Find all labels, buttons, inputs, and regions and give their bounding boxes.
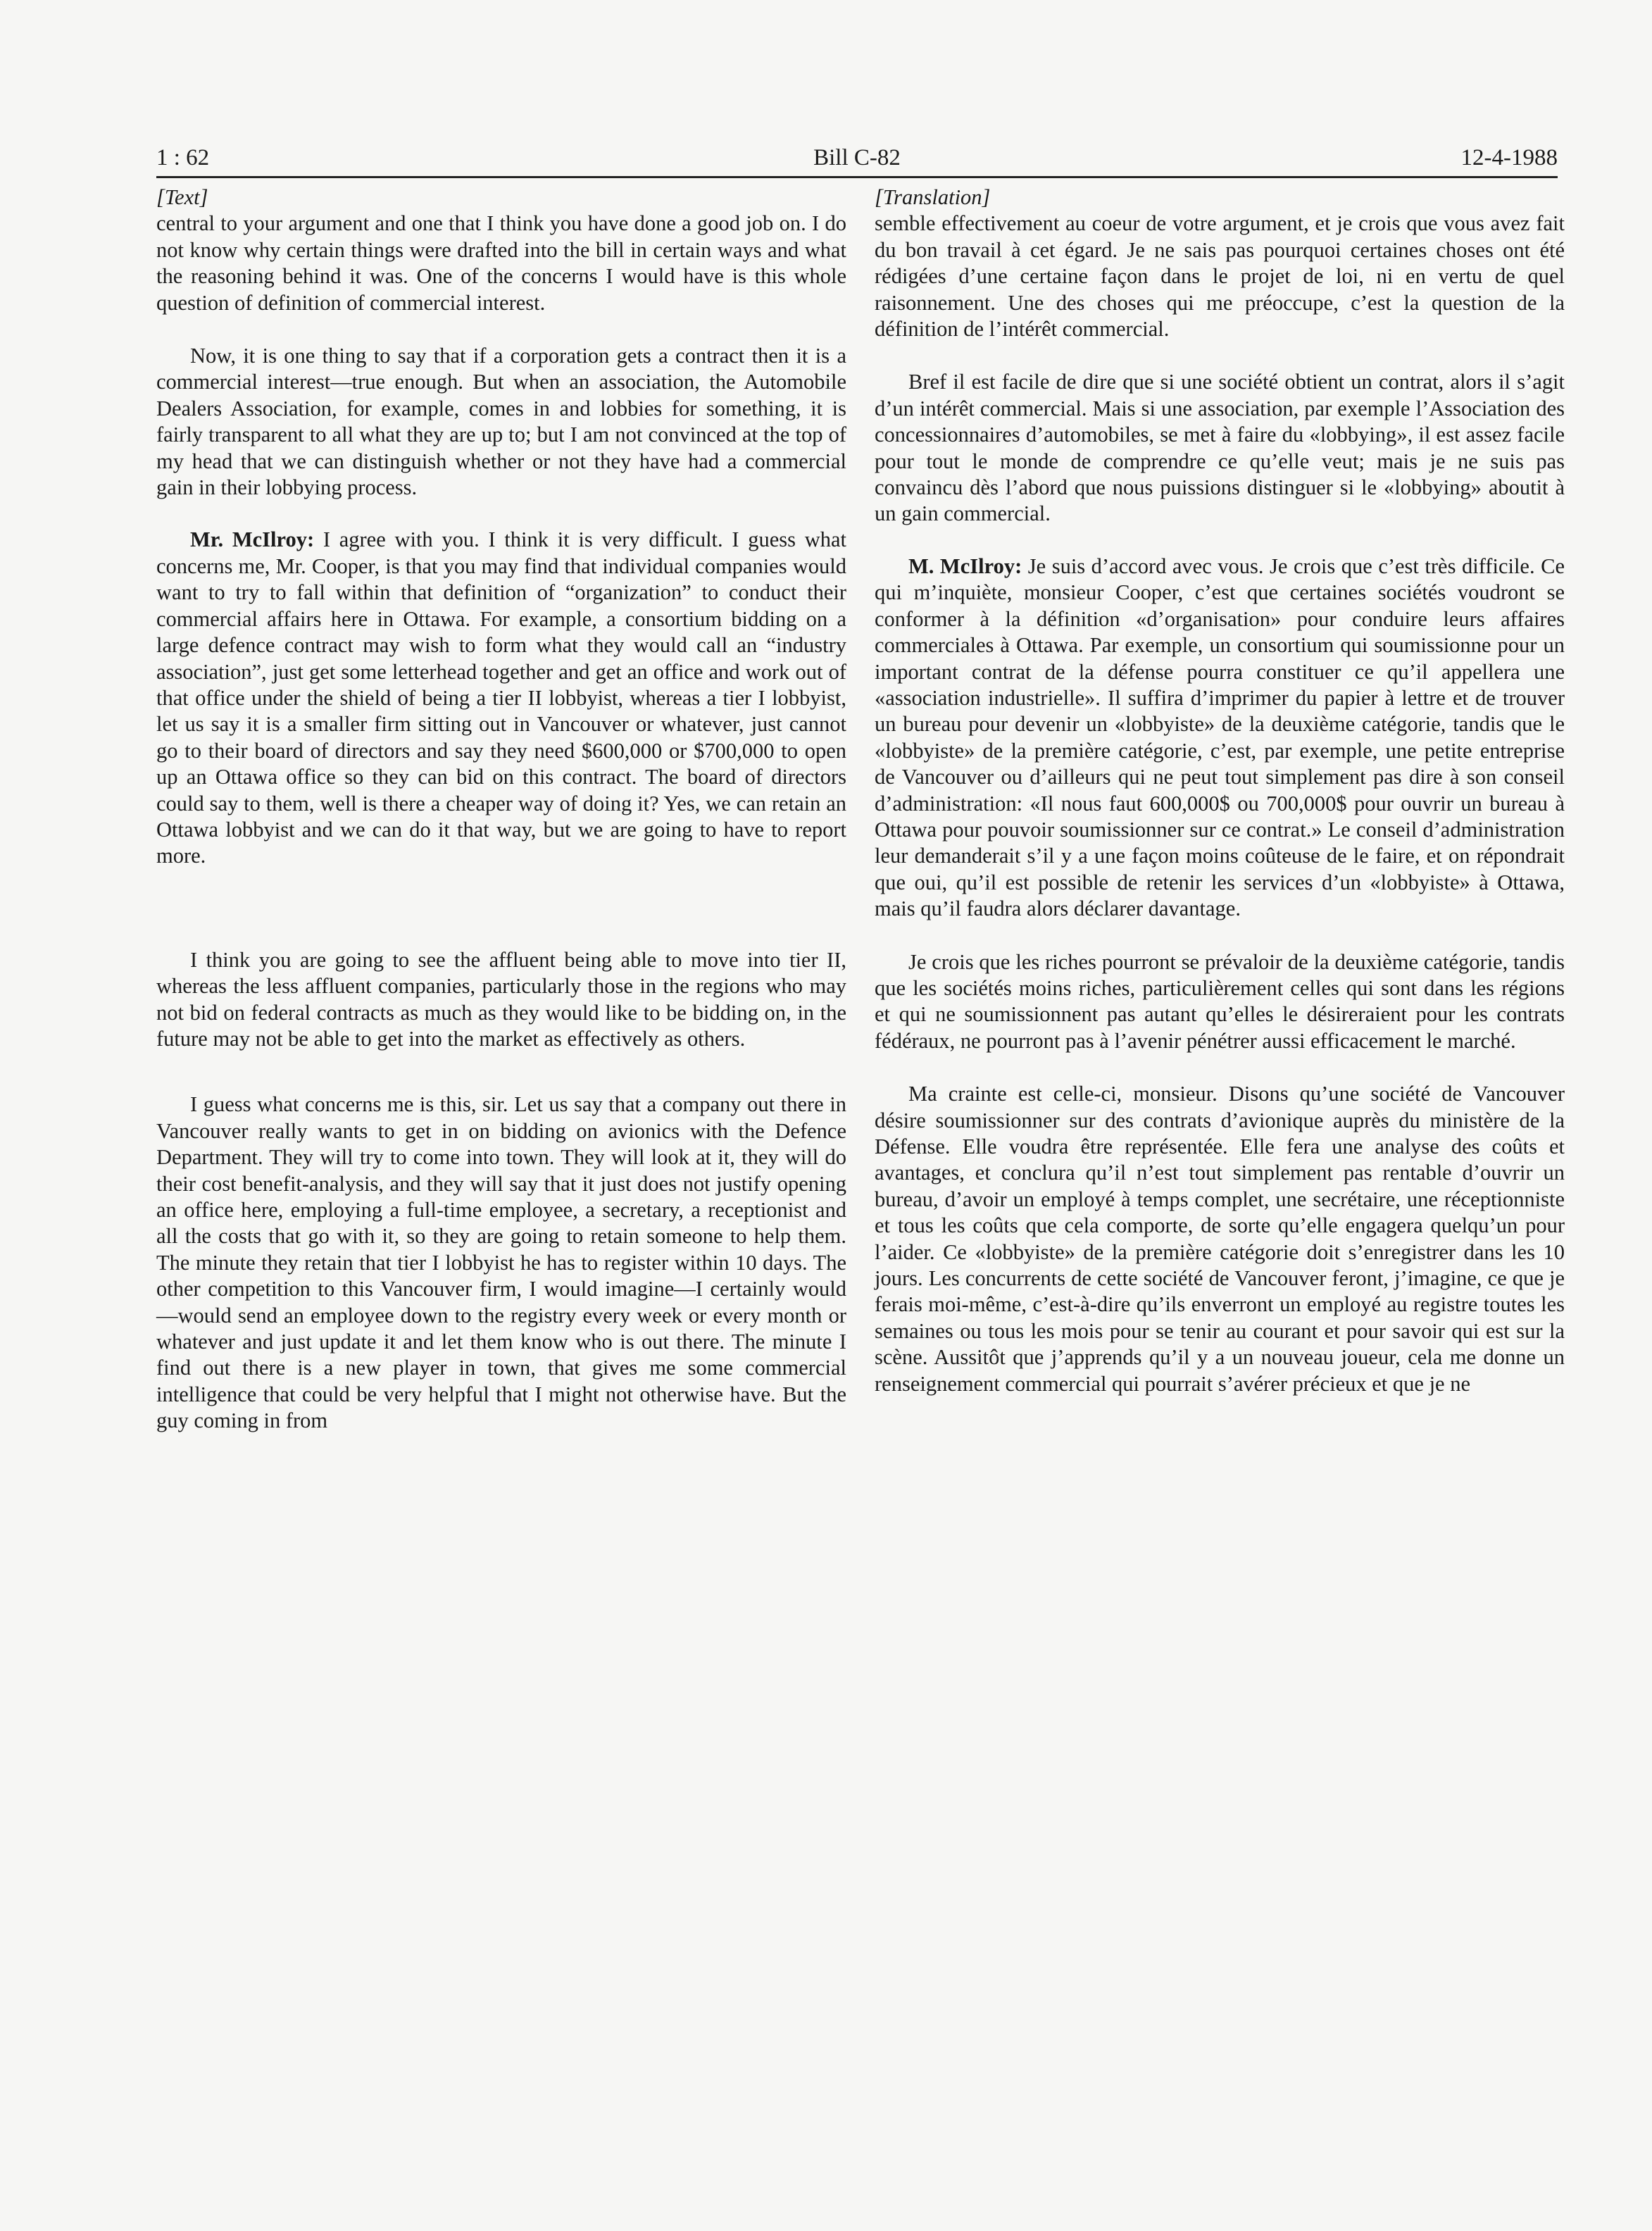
fr-paragraph-4: Je crois que les riches pourront se prévaloir de la deuxième catégorie, tandis que les sociétés moins riches, particulièrement celles qui sont dans les régions et qui ne soumissionnent pas autant qu’elles le désireraient pour les contrats fédéraux, ne pourront pas à l’avenir pénétrer aussi efficacement le marché. (875, 949, 1565, 1053)
translation-label: [Translation] (875, 185, 991, 209)
en-paragraph-1: central to your argument and one that I think you have done a good job on. I do not know why certain things were drafted into the bill in certain ways and what the reasoning behind it was. One of the concerns I would have is this whole question of definition of commercial interest. (156, 211, 846, 315)
sitting-date: 12-4-1988 (1460, 145, 1558, 170)
fr-paragraph-5: Ma crainte est celle-ci, monsieur. Disons qu’une société de Vancouver désire soumissionner sur des contrats d’avionique auprès du ministère de la Défense. Elle voudra être représentée. Elle fera une analyse des coûts et avantages, et conclura qu’il n’est tout simplement pas rentable d’ouvrir un bureau, d’avoir un employé à temps complet, une secrétaire, une réceptionniste et tous les coûts que cela comporte, de sorte qu’elle engagera quelqu’un pour l’aider. Ce «lobbyiste» de la première catégorie doit s’enregistrer dans les 10 jours. Les concurrents de cette société de Vancouver feront, j’imagine, ce que je ferais moi-même, c’est-à-dire qu’ils enverront un employé au registre toutes les semaines ou tous les mois pour se tenir au courant et pour savoir qui est sur la scène. Aussitôt que j’apprends qu’il y a un nouveau joueur, cela me donne un renseignement commercial qui pourrait s’avérer précieux et que je ne (875, 1082, 1565, 1396)
page-header (156, 138, 1558, 177)
speech-text: Je suis d’accord avec vous. Je crois que c’est très difficile. Ce qui m’inquiète, monsieur Cooper, c’est que certaines sociétés voudront se conformer à la définition «d’organisation» pour conduire leurs affaires commerciales à Ottawa. Par exemple, un consortium qui soumissionne pour un important contrat de la défense pourra constituer ce qu’il appellera une «association industrielle». Il suffira d’imprimer du papier à lettre et de trouver un bureau pour devenir un «lobbyiste» de la deuxième catégorie, tandis que le «lobbyiste» de la première catégorie, c’est, par exemple, une petite entreprise de Vancouver ou d’ailleurs qui ne peut tout simplement pas dire à son conseil d’administration: «Il nous faut 600,000$ ou 700,000$ pour ouvrir un bureau à Ottawa pour pouvoir soumissionner sur ce contrat.» Le conseil d’administration leur demanderait s’il y a une façon moins coûteuse de le faire, et on répondrait que oui, qu’il est possible de retenir les services d’un «lobbyiste» à Ottawa, mais qu’il faudra alors déclarer davantage. (875, 554, 1565, 921)
speaker-name: Mr. McIlroy: (190, 527, 315, 552)
header-rule (156, 176, 1558, 178)
page-title: Bill C-82 (813, 145, 901, 170)
fr-paragraph-3 (875, 554, 1565, 923)
en-paragraph-2: Now, it is one thing to say that if a corporation gets a contract then it is a commercial interest—true enough. But when an association, the Automobile Dealers Association, for example, comes in and lobbies for something, it is fairly transparent to all what they are up to; but I am not convinced at the top of my head that we can distinguish whether or not they have had a commercial gain in their lobbying process. (156, 344, 846, 500)
fr-paragraph-1: semble effectivement au coeur de votre argument, et je crois que vous avez fait du bon travail à cet égard. Je ne sais pas pourquoi certaines choses ont été rédigées d’une certaine façon dans le projet de loi, ni en vertu de quel raisonnement. Une des choses qui me préoccupe, c’est la question de la définition de l’intérêt commercial. (875, 211, 1565, 342)
speaker-name: M. McIlroy: (908, 554, 1022, 578)
page-number: 1 : 62 (156, 145, 210, 170)
en-paragraph-3 (156, 527, 846, 869)
en-paragraph-5: I guess what concerns me is this, sir. Let us say that a company out there in Vancouver really wants to get in on bidding on avionics with the Defence Department. They will try to come into town. They will look at it, they will do their cost benefit-analysis, and they will say that it just does not justify opening an office here, employing a full-time employee, a secretary, a receptionist and all the costs that go with it, so they are going to retain someone to help them. The minute they retain that tier I lobbyist he has to register within 10 days. The other competition to this Vancouver firm, I would imagine—I certainly would—would send an employee down to the registry every week or every month or whatever and just update it and let them know who is out there. The minute I find out there is a new player in town, that gives me some commercial intelligence that could be very helpful that I might not otherwise have. But the guy coming in from (156, 1092, 846, 1433)
english-column (156, 185, 846, 1435)
french-column (875, 185, 1565, 1397)
text-label: [Text] (156, 185, 208, 209)
speech-text: I agree with you. I think it is very difficult. I guess what concerns me, Mr. Cooper, is that you may find that individual companies would want to try to fall within that definition of “organization” to conduct their commercial affairs here in Ottawa. For example, a consortium bidding on a large defence contract may wish to form what they would call an “industry association”, just get some letterhead together and get an office and work out of that office under the shield of being a tier II lobbyist, whereas a tier I lobbyist, let us say it is a smaller firm sitting out in Vancouver or whatever, just cannot go to their board of directors and say they need $600,000 or $700,000 to open up an Ottawa office so they can bid on this contract. The board of directors could say to them, well is there a cheaper way of doing it? Yes, we can retain an Ottawa lobbyist and we can do it that way, but we are going to have to report more. (156, 527, 846, 868)
en-paragraph-4: I think you are going to see the affluent being able to move into tier II, whereas the less affluent companies, particularly those in the regions who may not bid on federal contracts as much as they would like to be bidding on, in the future may not be able to get into the market as effectively as others. (156, 947, 846, 1051)
fr-paragraph-2: Bref il est facile de dire que si une société obtient un contrat, alors il s’agit d’un intérêt commercial. Mais si une association, par exemple l’Association des concessionnaires d’automobiles, se met à faire du «lobbying», il est assez facile pour tout le monde de comprendre ce qu’elle veut; mais je ne suis pas convaincu dès l’abord que nous puissions distinguer si le «lobbying» aboutit à un gain commercial. (875, 370, 1565, 526)
